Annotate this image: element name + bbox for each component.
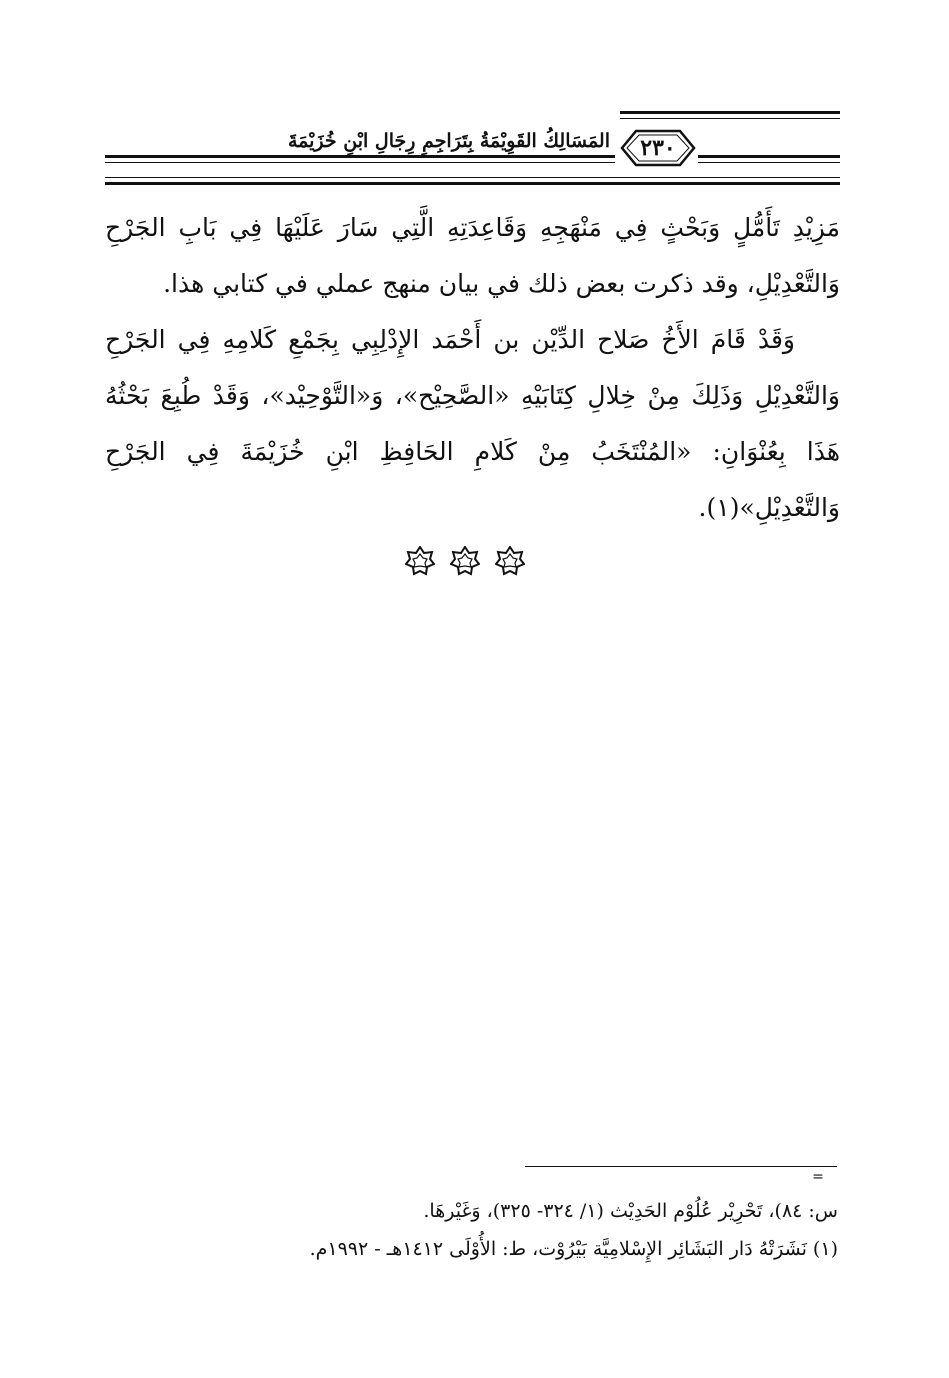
header-rule [620,111,840,114]
page-number-badge [620,128,696,168]
paragraph: وَقَدْ قَامَ الأَخُ صَلاح الدِّيْن بن أَحْمَد الإِدْلِبِي بِجَمْعِ كَلامِهِ فِي الجَرْحِ وَالتَّعْدِيْلِ وَذَلِكَ مِنْ خِلالِ كِتَابَيْهِ «الصَّحِيْح»، وَ«التَّوْحِيْد»، وَقَدْ طُبِعَ بَحْثُهُ هَذَا بِعُنْوَانِ: «المُنْتَخَبُ مِنْ كَلامِ الحَافِظِ ابْنِ خُزَيْمَةَ فِي الجَرْحِ وَالتَّعْدِيْلِ»(١). [105,325,840,522]
header-rule [620,118,840,119]
header-rule [105,177,840,178]
header-rule [105,182,840,185]
page-number: ٢٣٠ [640,135,676,161]
star-ornament-icon [450,546,480,576]
footnote-line: (١) نَشَرَتْهُ دَار البَشَائِر الإِسْلامِيَّة بَيْرُوْت، ط: الأُوْلَى ١٤١٢هـ - ١٩٩٢م. [309,1238,838,1260]
main-text [105,200,840,536]
footnote-continuation-mark: = [812,1169,824,1185]
star-ornament-icon [405,546,435,576]
header-rule [105,162,615,163]
section-divider [405,546,525,580]
paragraph: مَزِيْدِ تَأَمُّلٍ وَبَحْثٍ فِي مَنْهَجِهِ وَقَاعِدَتِهِ الَّتِي سَارَ عَلَيْهَا فِي بَابِ الجَرْحِ وَالتَّعْدِيْلِ، وقد ذكرت بعض ذلك في بيان منهج عملي في كتابي هذا. [105,213,840,298]
footnote-line: س: ٨٤)، تَحْرِيْر عُلُوْم الحَدِيْث (١/ ٣٢٤- ٣٢٥)، وَغَيْرهَا. [423,1200,838,1222]
header-rule [698,155,840,158]
header-rule [105,155,615,158]
footnotes [290,1192,838,1268]
running-title: المَسَالِكُ القَوِيْمَةُ بِتَرَاجِمِ رِجَالِ ابْنِ خُزَيْمَةَ [287,130,610,152]
footnote-separator [525,1166,837,1167]
star-ornament-icon [495,546,525,576]
header-rule [698,162,840,163]
